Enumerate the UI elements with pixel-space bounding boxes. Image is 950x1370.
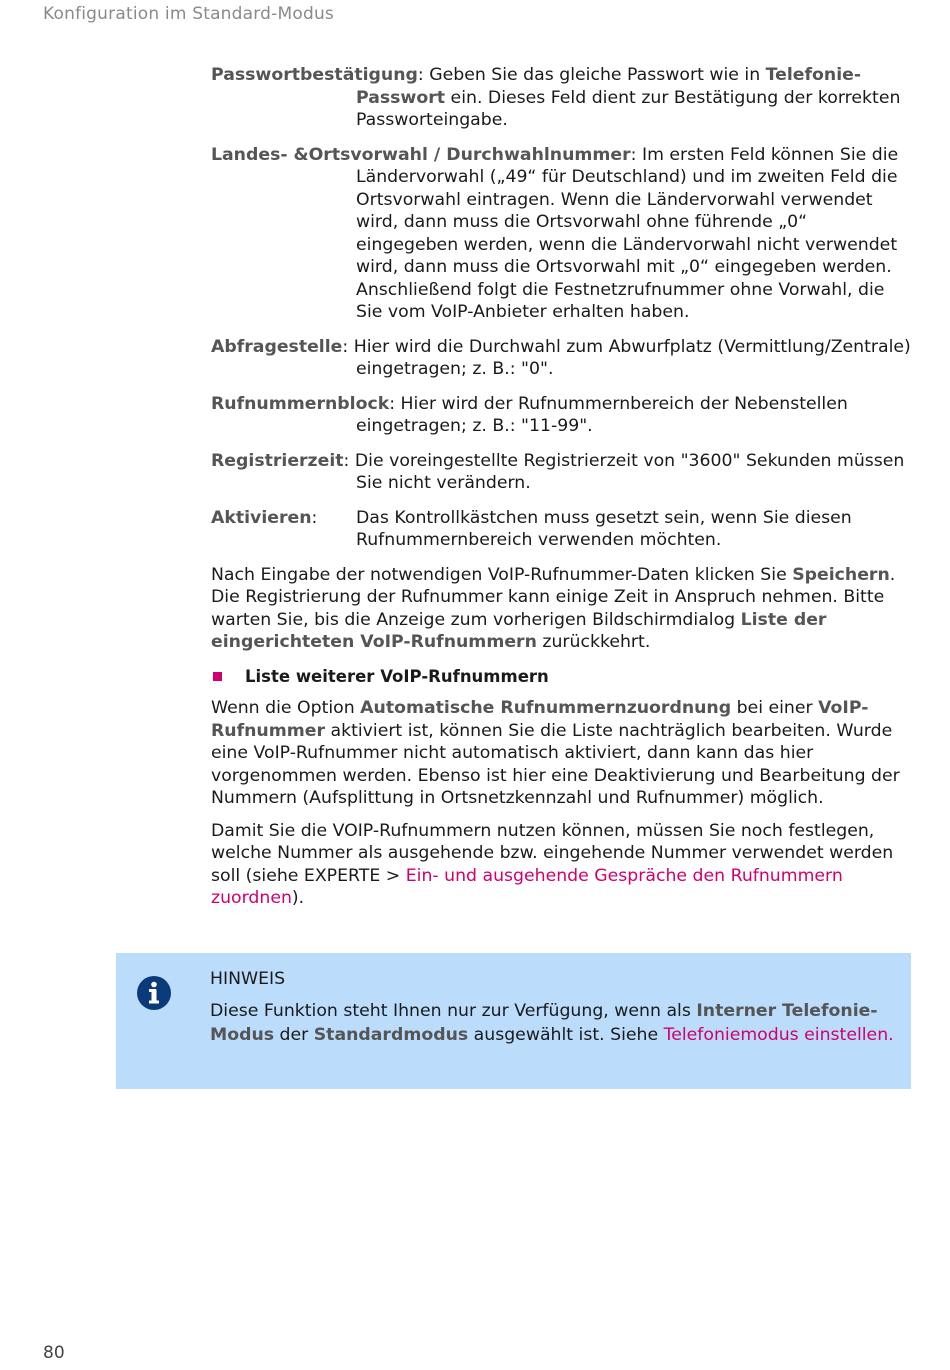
definition-vorwahl [211, 144, 911, 324]
main-content [211, 64, 911, 920]
text: ). [291, 888, 305, 908]
hint-title: HINWEIS [210, 969, 286, 989]
paragraph-speichern [211, 564, 911, 654]
text: aktiviert ist, können Sie die Liste nachträglich bearbeiten. Wurde eine VoIP-Rufnummer nicht automatisch aktiviert, dann kann das hier vorgenommen werden. Ebenso ist hier eine Deaktivierung und Bearbeitung der Nummern (Aufsplittung in Ortsnetzkennzahl und Rufnummer) möglich. [211, 720, 900, 808]
definition-aktivieren [211, 507, 911, 552]
text: Diese Funktion steht Ihnen nur zur Verfügung, wenn als [210, 1001, 697, 1021]
running-header: Konfiguration im Standard-Modus [43, 4, 334, 24]
definition-term: Aktivieren [211, 507, 312, 528]
definition-abfragestelle [211, 336, 911, 381]
bold-text: Interner Telefonie-Modus [210, 1001, 878, 1045]
definition-separator: : [343, 450, 355, 471]
definition-term-wrap [211, 507, 317, 530]
text: Damit Sie die VOIP-Rufnummern nutzen können, müssen Sie noch festlegen, welche Nummer als ausgehende bzw. eingehende Nummer verwendet werden soll (siehe EXPERTE > [211, 820, 894, 886]
page-number: 80 [43, 1343, 65, 1363]
definition-rufnummernblock [211, 393, 911, 438]
definition-text: Geben Sie das gleiche Passwort wie in [429, 65, 766, 85]
bold-text: VoIP-Rufnummer [211, 698, 869, 741]
info-icon [136, 975, 172, 1011]
bullet-square-icon [213, 672, 222, 681]
hint-text [210, 999, 906, 1047]
definition-passwortbestaetigung [211, 64, 911, 132]
definition-separator: : [311, 507, 318, 528]
definition-registrierzeit [211, 450, 911, 495]
hint-body [210, 967, 906, 1047]
definition-bold: Telefonie-Passwort [356, 65, 862, 108]
paragraph-liste [211, 697, 911, 810]
definition-text: Hier wird der Rufnummernbereich der Nebenstellen eingetragen; z. B.: "11-99". [356, 393, 848, 436]
bold-text: Speichern [792, 564, 890, 585]
definition-text: ein. Dieses Feld dient zur Bestätigung der korrekten Passworteingabe. [356, 87, 901, 130]
bold-text: Standardmodus [313, 1025, 469, 1045]
section-heading [211, 666, 911, 689]
bold-text: Automatische Rufnummernzuordnung [360, 698, 732, 718]
definition-term: Landes- &Ortsvorwahl / Durchwahlnummer [211, 144, 631, 165]
definition-term: Abfragestelle [211, 336, 343, 357]
text: ausgewählt ist. Siehe [468, 1025, 664, 1045]
definition-separator: : [417, 65, 430, 85]
definition-term: Rufnummernblock [211, 393, 390, 414]
text: Nach Eingabe der notwendigen VoIP-Rufnummer-Daten klicken Sie [211, 564, 793, 585]
cross-reference-link[interactable]: Ein- und ausgehende Gespräche den Rufnummern zuordnen [211, 865, 843, 908]
definition-separator: : [630, 144, 642, 165]
bold-text: Liste der eingerichteten VoIP-Rufnummern [211, 609, 827, 652]
hint-box [116, 953, 911, 1089]
cross-reference-link[interactable]: Telefoniemodus einstellen. [663, 1025, 894, 1045]
definition-separator: : [389, 393, 401, 414]
text: . Die Registrierung der Rufnummer kann einige Zeit in Anspruch nehmen. Bitte warten Sie, bis die Anzeige zum vorherigen Bildschirmdialog [211, 564, 896, 630]
definition-text: Die voreingestellte Registrierzeit von "3600" Sekunden müssen Sie nicht verändern. [354, 450, 905, 493]
text: Wenn die Option [211, 698, 361, 718]
definition-text: Das Kontrollkästchen muss gesetzt sein, wenn Sie diesen Rufnummernbereich verwenden möchten. [356, 507, 852, 550]
definition-separator: : [342, 336, 354, 357]
definition-text: Im ersten Feld können Sie die Ländervorwahl („49“ für Deutschland) und im zweiten Feld die Ortsvorwahl eintragen. Wenn die Ländervorwahl verwendet wird, dann muss die Ortsvorwahl ohne führende „0“ eingegeben werden, wenn die Ländervorwahl nicht verwendet wird, dann muss die Ortsvorwahl mit „0“ eingegeben werden. Anschließend folgt die Festnetzrufnummer ohne Vorwahl, die Sie vom VoIP-Anbieter erhalten haben. [356, 144, 899, 322]
definition-term: Passwortbestätigung [211, 65, 418, 85]
paragraph-experte [211, 820, 911, 910]
definition-text: Hier wird die Durchwahl zum Abwurfplatz (Vermittlung/Zentrale) eingetragen; z. B.: "0". [353, 336, 911, 379]
text: bei einer [731, 698, 819, 718]
section-title: Liste weiterer VoIP-Rufnummern [245, 666, 549, 686]
text: zurückkehrt. [536, 632, 651, 652]
definition-term: Registrierzeit [211, 450, 344, 471]
text: der [274, 1025, 314, 1045]
